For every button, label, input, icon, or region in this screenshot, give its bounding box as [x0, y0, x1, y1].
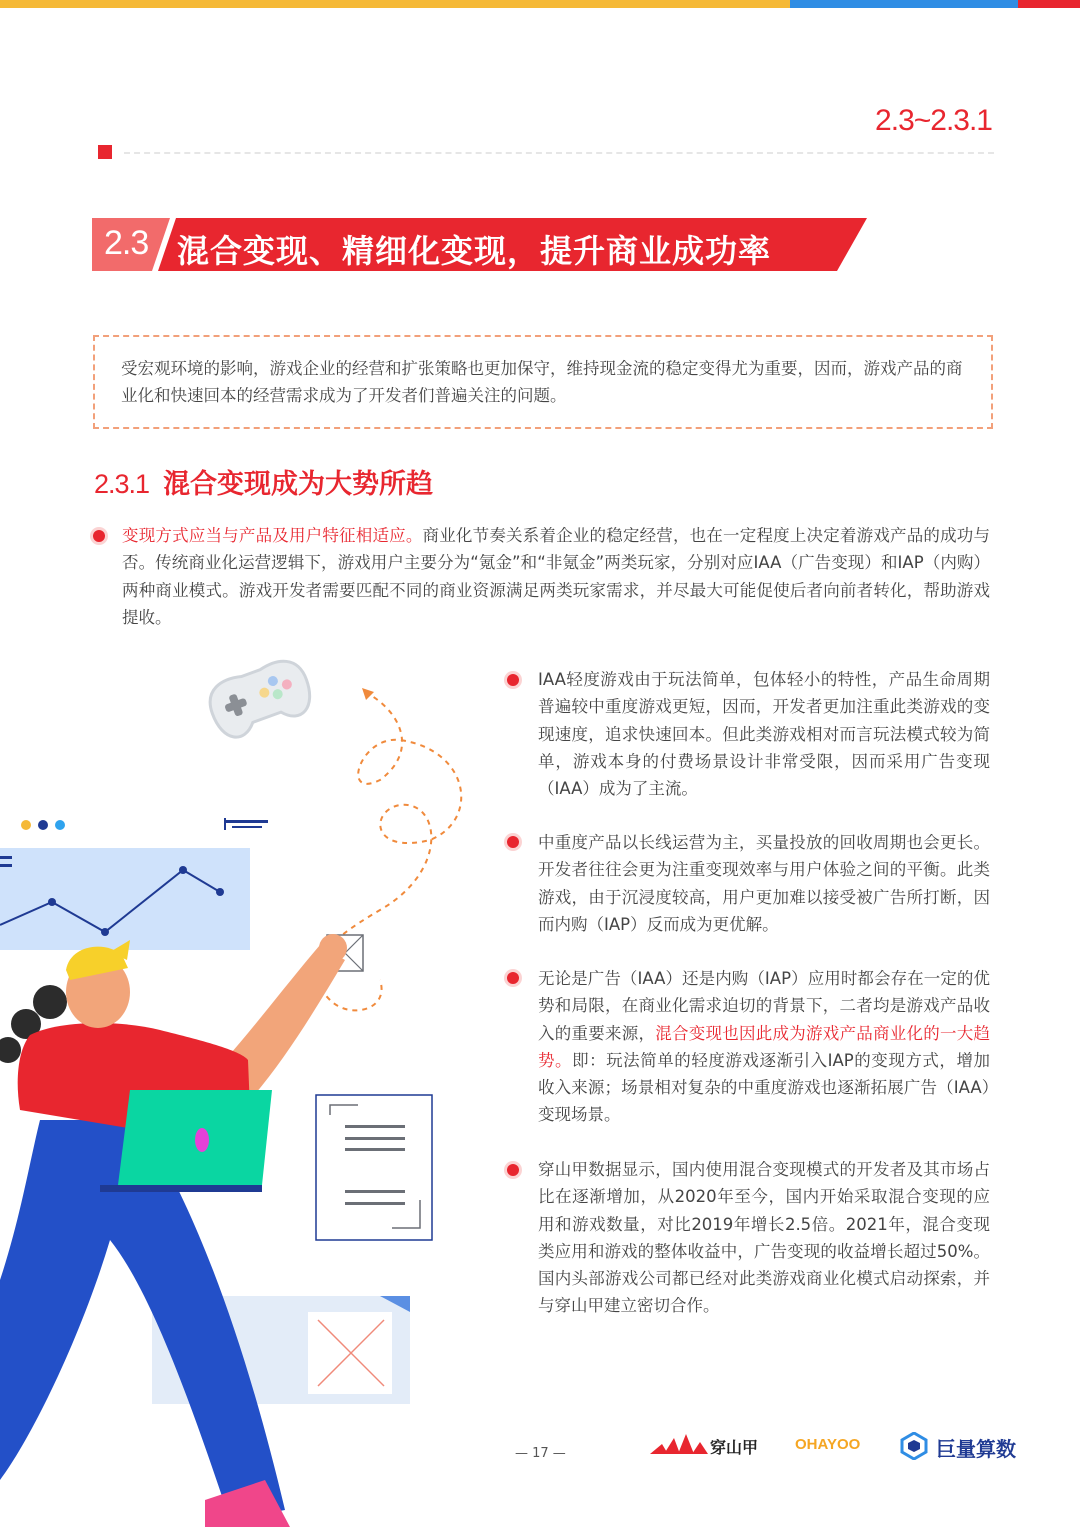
- pangle-logo-text: 穿山甲: [710, 1438, 759, 1457]
- top-bar-blue: [790, 0, 1018, 8]
- bullet-dot: [507, 972, 519, 984]
- subsection-number: 2.3.1: [94, 469, 150, 499]
- section-banner: [92, 218, 867, 271]
- bullet-dot: [93, 530, 105, 542]
- page-number: — 17 —: [515, 1446, 566, 1461]
- gamepad-icon: [203, 654, 317, 742]
- illustration: [0, 640, 500, 1527]
- header-marker: [98, 145, 112, 159]
- paragraph-hybrid-monetization: [538, 965, 990, 1129]
- banner-number: 2.3: [104, 224, 149, 262]
- logo-juliang: [900, 1430, 1020, 1464]
- main-paragraph: [122, 522, 990, 631]
- hybrid-text-before: 无论是广告（IAA）还是内购（IAP）应用时都会存在一定的优势和局限，在商业化需求迫切的背景下，二者均是游戏产品收入的重要来源，: [538, 969, 990, 1043]
- main-text: 商业化节奏关系着企业的稳定经营，也在一定程度上决定着游戏产品的成功与否。传统商业化运营逻辑下，游戏用户主要分为“氪金”和“非氪金”两类玩家，分别对应IAA（广告变现）和IAP（内购）两种商业模式。游戏开发者需要匹配不同的商业资源满足两类玩家需求，并尽最大可能促使后者向前者转化，帮助游戏提收。: [122, 526, 991, 627]
- ohayoo-logo-text: OHAYOO: [795, 1436, 861, 1453]
- juliang-logo-icon: [900, 1432, 928, 1460]
- bullet-dot: [507, 836, 519, 848]
- top-bar-yellow: [0, 0, 790, 8]
- subsection-title: 混合变现成为大势所趋: [163, 469, 434, 500]
- logo-pangle: [650, 1430, 765, 1464]
- section-code: 2.3~2.3.1: [875, 104, 992, 137]
- subsection-heading: [94, 462, 433, 501]
- top-bar-red: [1018, 0, 1080, 8]
- bullet-dot: [507, 1164, 519, 1176]
- person-illustration: [0, 934, 347, 1527]
- hybrid-text-after: 即：玩法简单的轻度游戏逐渐引入IAP的变现方式，增加收入来源；场景相对复杂的中重度游戏也逐渐拓展广告（IAA）变现场景。: [538, 1050, 991, 1125]
- main-highlight: 变现方式应当与产品及用户特征相适应。: [122, 526, 423, 545]
- banner-title: 混合变现、精细化变现，提升商业成功率: [177, 232, 772, 270]
- header-divider: [124, 152, 994, 154]
- logo-ohayoo: [795, 1430, 870, 1464]
- pangle-logo-icon: [650, 1434, 708, 1458]
- juliang-logo-text: 巨量算数: [936, 1437, 1016, 1461]
- intro-box: [93, 335, 993, 429]
- top-color-bar: [0, 0, 1080, 8]
- paragraph-iaa-light-games: IAA轻度游戏由于玩法简单，包体轻小的特性，产品生命周期普遍较中重度游戏更短，因而，开发者更加注重此类游戏的变现速度，追求快速回本。但此类游戏相对而言玩法模式较为简单，游戏本身的付费场景设计非常受限，因而采用广告变现（IAA）成为了主流。: [538, 670, 990, 799]
- paragraph-mid-heavy-games: 中重度产品以长线运营为主，买量投放的回收周期也会更长。开发者往往会更为注重变现效率与用户体验之间的平衡。此类游戏，由于沉浸度较高，用户更加难以接受被广告所打断，因而内购（IAP）反而成为更优解。: [538, 833, 990, 934]
- paragraph-pangle-data: 穿山甲数据显示，国内使用混合变现模式的开发者及其市场占比在逐渐增加，从2020年至今，国内开始采取混合变现的应用和游戏数量，对比2019年增长2.5倍。2021年，混合变现类应用和游戏的整体收益中，广告变现的收益增长超过50%。国内头部游戏公司都已经对此类游戏商业化模式启动探索，并与穿山甲建立密切合作。: [538, 1160, 990, 1316]
- intro-text: 受宏观环境的影响，游戏企业的经营和扩张策略也更加保守，维持现金流的稳定变得尤为重要，因而，游戏产品的商业化和快速回本的经营需求成为了开发者们普遍关注的问题。: [121, 359, 963, 405]
- bullet-dot: [507, 674, 519, 686]
- hybrid-highlight: 混合变现也因此成为游戏产品商业化的一大趋势。: [538, 1023, 990, 1070]
